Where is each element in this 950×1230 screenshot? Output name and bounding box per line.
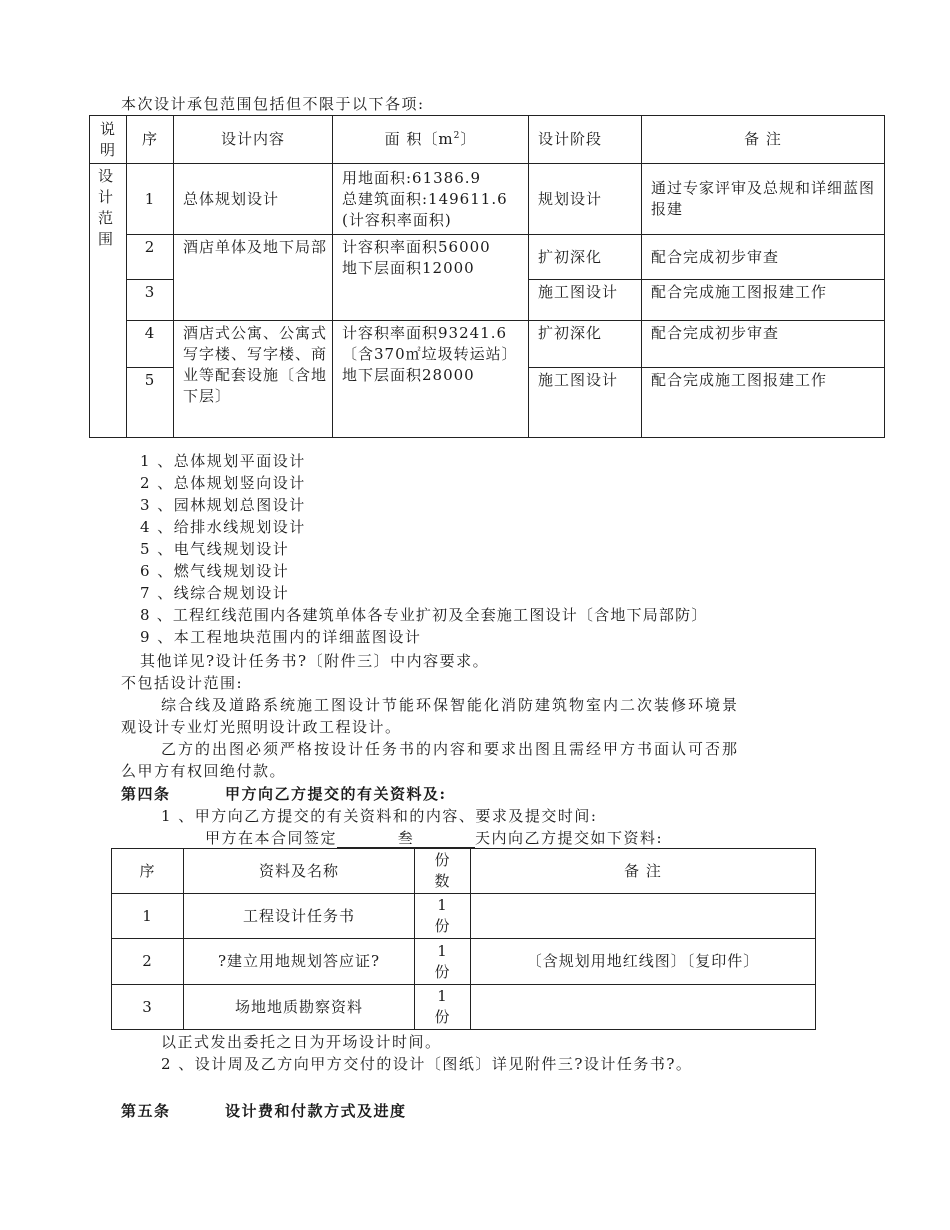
header-content: 设计内容 <box>174 116 333 164</box>
exclude-text: 综合线及道路系统施工图设计节能环保智能化消防建筑物室内二次装修环境景 <box>161 696 740 714</box>
paragraph: 乙方的出图必须严格按设计任务书的内容和要求出图且需经甲方书面认可否那 <box>161 740 740 758</box>
other-details: 其他详见?设计任务书?〔附件三〕中内容要求。 <box>140 652 490 670</box>
list-item: 1 、总体规划平面设计 <box>140 452 306 470</box>
article5-title: 设计费和付款方式及进度 <box>225 1102 407 1120</box>
table-row: 设计范围 1 总体规划设计 用地面积:61386.9 总建筑面积:149611.6 (计容积率面积) 规划设计 通过专家评审及总规和详细蓝图报建 <box>90 164 885 235</box>
intro-text: 本次设计承包范围包括但不限于以下各项: <box>121 95 425 113</box>
table-row: 2 酒店单体及地下局部 计容积率面积56000 地下层面积12000 扩初深化 配合完成初步审查 <box>90 235 885 280</box>
article4-item2: 2 、设计周及乙方向甲方交付的设计〔图纸〕详见附件三?设计任务书?。 <box>161 1055 693 1073</box>
article4-title: 甲方向乙方提交的有关资料及: <box>225 785 447 803</box>
header-seq: 序 <box>127 116 174 164</box>
exclude-title: 不包括设计范围: <box>121 674 244 692</box>
design-scope-table <box>89 115 885 438</box>
header-explain: 说明 <box>90 116 127 164</box>
header-stage: 设计阶段 <box>529 116 642 164</box>
header-note: 备 注 <box>642 116 885 164</box>
table-row: 2 ?建立用地规划答应证? 1份 〔含规划用地红线图〕〔复印件〕 <box>112 939 816 985</box>
sign-days-field: 叁 <box>337 829 475 848</box>
scope-label: 设计范围 <box>90 164 127 438</box>
article5-label: 第五条 <box>121 1102 171 1120</box>
list-item: 2 、总体规划竖向设计 <box>140 474 306 492</box>
materials-table <box>111 848 816 1030</box>
paragraph: 么甲方有权回绝付款。 <box>121 762 287 780</box>
exclude-text: 观设计专业灯光照明设计政工程设计。 <box>121 718 402 736</box>
header-seq: 序 <box>112 849 184 894</box>
sign-line: 甲方在本合同签定 叁 天内向乙方提交如下资料: <box>205 829 664 847</box>
list-item: 8 、工程红线范围内各建筑单体各专业扩初及全套施工图设计〔含地下局部防〕 <box>140 606 708 624</box>
start-note: 以正式发出委托之日为开场设计时间。 <box>161 1033 442 1051</box>
table-row: 4 酒店式公寓、公寓式写字楼、写字楼、商业等配套设施〔含地下层〕 计容积率面积93241.6〔含370㎡垃圾转运站〕 地下层面积28000 扩初深化 配合完成初步审查 <box>90 321 885 368</box>
table-row: 1 工程设计任务书 1份 <box>112 894 816 939</box>
list-item: 3 、园林规划总图设计 <box>140 496 306 514</box>
table-row: 3 施工图设计 配合完成施工图报建工作 <box>90 280 885 321</box>
table-row: 5 施工图设计 配合完成施工图报建工作 <box>90 368 885 438</box>
list-item: 4 、给排水线规划设计 <box>140 518 306 536</box>
header-name: 资料及名称 <box>184 849 415 894</box>
header-note: 备 注 <box>471 849 816 894</box>
article4-item1: 1 、甲方向乙方提交的有关资料和的内容、要求及提交时间: <box>161 807 598 825</box>
table-row: 3 场地地质勘察资料 1份 <box>112 985 816 1030</box>
header-area: 面 积〔$m^2$〕 <box>333 116 529 164</box>
list-item: 9 、本工程地块范围内的详细蓝图设计 <box>140 628 422 646</box>
list-item: 5 、电气线规划设计 <box>140 540 290 558</box>
list-item: 6 、燃气线规划设计 <box>140 562 290 580</box>
list-item: 7 、线综合规划设计 <box>140 584 290 602</box>
article4-label: 第四条 <box>121 785 171 803</box>
header-copies: 份数 <box>415 849 471 894</box>
